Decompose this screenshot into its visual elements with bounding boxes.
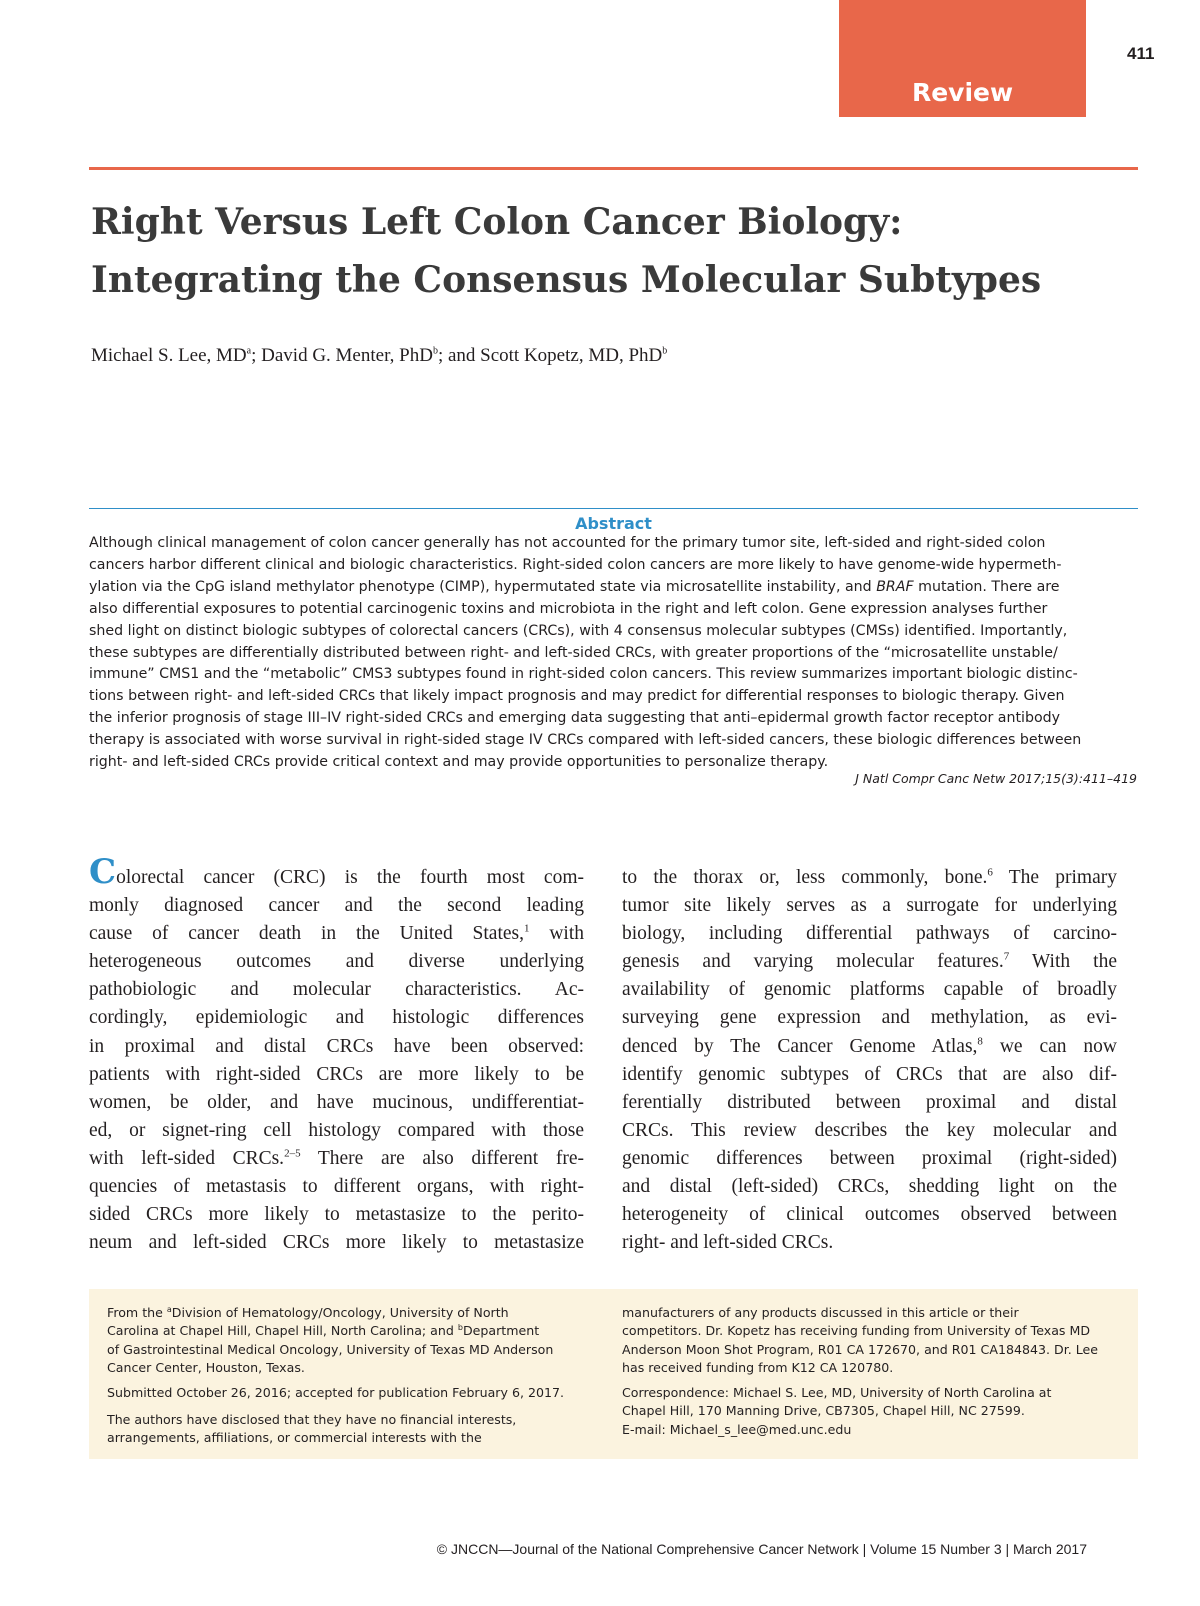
author-1-affiliation: a bbox=[246, 345, 252, 357]
abstract-text bbox=[89, 533, 1138, 774]
section-label: Review bbox=[911, 78, 1014, 107]
affiliation-line: of Gastrointestinal Medical Oncology, University of Texas MD Anderson bbox=[107, 1341, 554, 1357]
abstract-line: shed light on distinct biologic subtypes of colorectal cancers (CRCs), with 4 consensus molecular subtypes (CMSs) identified. Importantly, bbox=[89, 622, 1068, 639]
abstract-divider bbox=[89, 508, 1138, 509]
reference-marker[interactable]: 6 bbox=[987, 866, 993, 879]
author-1: Michael S. Lee, MD bbox=[91, 345, 247, 366]
body-line: biology, including differential pathways of carcino- bbox=[622, 923, 1117, 945]
body-line: CRCs. This review describes the key molecular and bbox=[622, 1119, 1117, 1141]
body-line-text: genesis and varying molecular features. bbox=[622, 951, 1004, 973]
body-line-text: with left-sided CRCs. bbox=[89, 1147, 285, 1169]
body-line: surveying gene expression and methylation, as evi- bbox=[622, 1007, 1117, 1029]
affiliation-text: Carolina at Chapel Hill, Chapel Hill, North Carolina; and bbox=[107, 1323, 458, 1339]
body-line-text: The primary bbox=[992, 867, 1117, 888]
author-3-affiliation: b bbox=[662, 345, 668, 357]
affiliation-marker: a bbox=[166, 1304, 172, 1314]
affiliation-line bbox=[107, 1304, 587, 1322]
body-line-text: with bbox=[529, 923, 585, 945]
body-line: cordingly, epidemiologic and histologic differences bbox=[89, 1007, 584, 1029]
body-line: heterogeneous outcomes and diverse underlying bbox=[89, 951, 584, 973]
affiliation-text: Division of Hematology/Oncology, University of North bbox=[171, 1305, 509, 1320]
body-line: sided CRCs more likely to metastasize to the perito- bbox=[89, 1204, 584, 1226]
correspondence-line: Chapel Hill, 170 Manning Drive, CB7305, Chapel Hill, NC 27599. bbox=[622, 1403, 1025, 1419]
author-2-affiliation: b bbox=[432, 345, 438, 357]
abstract-line: Although clinical management of colon cancer generally has not accounted for the primary tumor site, left-sided and right-sided colon bbox=[89, 535, 1046, 551]
abstract-line-part: mutation. There are bbox=[913, 578, 1060, 595]
body-line bbox=[622, 1033, 1117, 1061]
abstract-line: also differential exposures to potential carcinogenic toxins and microbiota in the right and left colon. Gene expression analyses further bbox=[89, 600, 1048, 617]
body-line-text: olorectal cancer (CRC) is the fourth most com- bbox=[116, 867, 584, 888]
submission-note: Submitted October 26, 2016; accepted for publication February 6, 2017. bbox=[107, 1385, 565, 1400]
reference-marker[interactable]: 8 bbox=[977, 1035, 983, 1048]
affiliation-line bbox=[107, 1322, 587, 1340]
title-line-1: Right Versus Left Colon Cancer Biology: bbox=[91, 201, 903, 243]
body-line: ed, or signet-ring cell histology compared with those bbox=[89, 1119, 584, 1141]
reference-marker[interactable]: 1 bbox=[524, 922, 530, 935]
affiliations-note bbox=[107, 1304, 587, 1377]
affiliation-marker: b bbox=[457, 1323, 463, 1333]
article-title bbox=[91, 193, 1131, 309]
disclosure-line: Anderson Moon Shot Program, R01 CA 172670, and R01 CA184843. Dr. Lee bbox=[622, 1341, 1099, 1357]
author-2: ; David G. Menter, PhD bbox=[251, 345, 433, 366]
body-line: ferentially distributed between proximal and distal bbox=[622, 1091, 1117, 1113]
abstract-line-part: ylation via the CpG island methylator phenotype (CIMP), hypermutated state via microsatellite instability, and bbox=[89, 578, 877, 595]
abstract-line bbox=[89, 577, 1138, 599]
abstract-line: right- and left-sided CRCs provide critical context and may provide opportunities to personalize therapy. bbox=[89, 754, 829, 771]
abstract-heading: Abstract bbox=[575, 514, 652, 533]
correspondence-note bbox=[622, 1384, 1122, 1439]
body-line: patients with right-sided CRCs are more likely to be bbox=[89, 1063, 584, 1085]
body-line-text: to the thorax or, less commonly, bone. bbox=[622, 867, 988, 888]
abstract-line: therapy is associated with worse survival in right-sided stage IV CRCs compared with left-sided cancers, these biologic differences between bbox=[89, 732, 1082, 749]
body-line bbox=[89, 920, 584, 948]
reference-marker[interactable]: 7 bbox=[1003, 950, 1010, 963]
abstract-line: the inferior prognosis of stage III–IV right-sided CRCs and emerging data suggesting that anti–epidermal growth factor receptor antibody bbox=[89, 710, 1061, 727]
body-line-text: cause of cancer death in the United States, bbox=[89, 923, 524, 945]
affiliation-text: From the bbox=[107, 1305, 167, 1320]
author-list bbox=[91, 345, 1131, 367]
abstract-line: immune” CMS1 and the “metabolic” CMS3 subtypes found in right-sided colon cancers. This review summarizes important biologic distinc- bbox=[89, 666, 1078, 683]
disclosure-line: arrangements, affiliations, or commercial interests with the bbox=[107, 1430, 482, 1446]
body-line: availability of genomic platforms capable of broadly bbox=[622, 979, 1117, 1001]
body-line: pathobiologic and molecular characteristics. Ac- bbox=[89, 979, 584, 1001]
body-line-text: With the bbox=[1009, 951, 1117, 973]
body-line bbox=[89, 852, 584, 892]
section-tab bbox=[839, 0, 1086, 117]
abstract-line: these subtypes are differentially distributed between right- and left-sided CRCs, with greater proportions of the “microsatellite unstable/ bbox=[89, 644, 1058, 661]
body-line-text: denced by The Cancer Genome Atlas, bbox=[622, 1035, 978, 1057]
body-line-text: we can now bbox=[982, 1035, 1117, 1057]
disclosure-line: The authors have disclosed that they have no financial interests, bbox=[107, 1412, 517, 1427]
gene-name: BRAF bbox=[876, 578, 914, 595]
body-line bbox=[622, 948, 1117, 976]
email-link[interactable]: E-mail: Michael_s_lee@med.unc.edu bbox=[622, 1421, 852, 1437]
abstract-line: tions between right- and left-sided CRCs that likely impact prognosis and may predict for differential responses to biologic therapy. Given bbox=[89, 688, 1065, 705]
body-line: monly diagnosed cancer and the second leading bbox=[89, 895, 584, 917]
disclosure-line: manufacturers of any products discussed in this article or their bbox=[622, 1305, 1019, 1320]
disclosure-line: has received funding from K12 CA 120780. bbox=[622, 1359, 894, 1375]
disclosure-continued bbox=[622, 1304, 1122, 1377]
body-line: identify genomic subtypes of CRCs that are also dif- bbox=[622, 1063, 1117, 1085]
body-line bbox=[622, 864, 1117, 892]
title-line-2: Integrating the Consensus Molecular Subtypes bbox=[91, 259, 1042, 301]
body-line: right- and left-sided CRCs. bbox=[622, 1232, 834, 1254]
correspondence-line: Correspondence: Michael S. Lee, MD, University of North Carolina at bbox=[622, 1385, 1052, 1400]
body-line bbox=[89, 1145, 584, 1173]
author-3: ; and Scott Kopetz, MD, PhD bbox=[437, 345, 663, 366]
body-column-right bbox=[622, 864, 1117, 1257]
title-divider bbox=[89, 167, 1138, 170]
abstract-line: cancers harbor different clinical and biologic characteristics. Right-sided colon cancers are more likely to have genome-wide hypermeth- bbox=[89, 556, 1062, 573]
body-line: tumor site likely serves as a surrogate for underlying bbox=[622, 895, 1117, 917]
body-line: neum and left-sided CRCs more likely to metastasize bbox=[89, 1232, 584, 1254]
journal-citation: J Natl Compr Canc Netw 2017;15(3):411–419 bbox=[855, 771, 1137, 786]
disclosure-line: competitors. Dr. Kopetz has receiving funding from University of Texas MD bbox=[622, 1323, 1091, 1339]
body-line: heterogeneity of clinical outcomes observed between bbox=[622, 1204, 1117, 1226]
body-line: and distal (left-sided) CRCs, shedding light on the bbox=[622, 1176, 1117, 1198]
body-line: women, be older, and have mucinous, undifferentiat- bbox=[89, 1091, 584, 1113]
reference-marker[interactable]: 2–5 bbox=[284, 1147, 301, 1160]
affiliation-line: Cancer Center, Houston, Texas. bbox=[107, 1359, 305, 1375]
body-column-left bbox=[89, 852, 585, 1257]
body-line: quencies of metastasis to different organs, with right- bbox=[89, 1176, 584, 1198]
body-line: genomic differences between proximal (right-sided) bbox=[622, 1147, 1117, 1169]
drop-cap: C bbox=[89, 852, 117, 892]
page-number: 411 bbox=[1127, 44, 1155, 63]
body-line-text: There are also different fre- bbox=[300, 1147, 584, 1169]
body-line: in proximal and distal CRCs have been observed: bbox=[89, 1035, 584, 1057]
disclosure-note bbox=[107, 1411, 587, 1448]
page-footer: © JNCCN—Journal of the National Comprehensive Cancer Network | Volume 15 Number 3 | March 2017 bbox=[436, 1541, 1087, 1557]
affiliation-text: Department bbox=[462, 1323, 540, 1339]
